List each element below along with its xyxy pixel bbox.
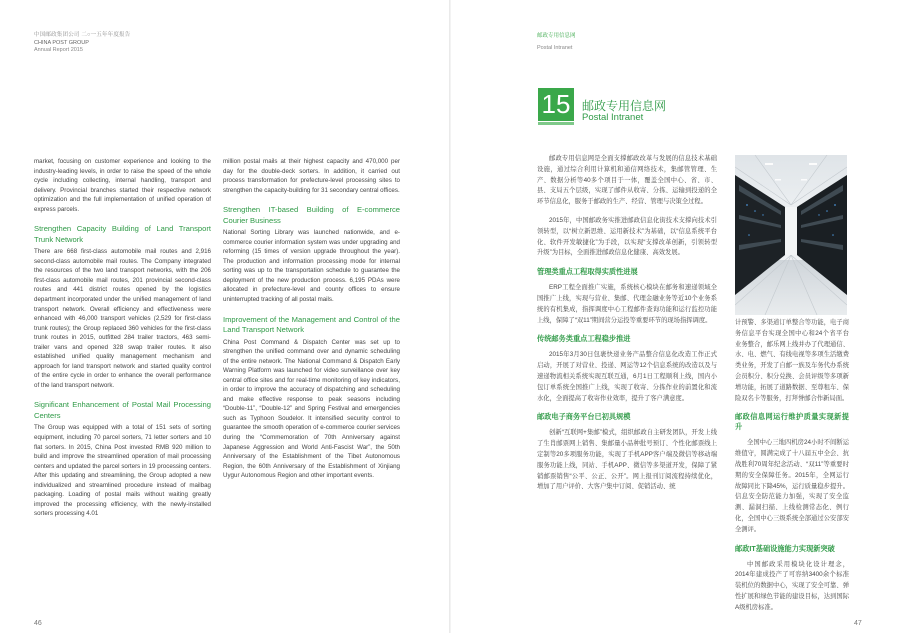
section-badge-accent xyxy=(538,122,574,125)
paragraph: 计预警、多渠道订单整合等功能，电子商务信息平台实现全国中心和24个省平台业务整合，邮乐网上线并办了代理通信、水、电、燃气、有线电视等多项生活缴费类业务，开发了自邮一族及车务代办系统会员积分、积分兑换、会员评级等多项新增功能，拓展了道路数据、至尊租车、保险双名卡等服务，打拜誉邮合作新局面。 xyxy=(735,319,849,402)
paragraph: 邮政专用信息网是全面支撑邮政改革与发展的信息技术基础设施，通过综合利用计算机和通信网络技术，集邮管管理、生产、数据分析等40多个项目于一体，覆盖全国中心、省、市、县、支局五个层级，实现了邮件从收寄、分拣、运输到投递的全环节信息化，服务于邮政的生产、经营、管理与决策全过程。 xyxy=(537,155,717,206)
subheading: Improvement of the Management and Control of the Land Transport Network xyxy=(223,314,400,335)
subheading: 管理类重点工程取得实质性进展 xyxy=(537,267,638,277)
section-number-badge: 15 xyxy=(538,88,574,121)
right-column-1 xyxy=(537,154,717,501)
paragraph: market, focusing on customer experience and looking to the industry-leading levels, in order to raise the speed of the whole cycle including collecting, internal handling, transport and delivery. Provincial branches started their respective network optimization and the full implementation of unified operation of express parcels. xyxy=(34,158,211,213)
subheading: 传统邮务类重点工程稳步推进 xyxy=(537,334,631,344)
paragraph: million postal mails at their highest capacity and 470,000 per day for the double-deck sorters. In addition, it carried out process transformation for prefecture-level processing sites to strengthen the capacity-building for 31 secondary central offices. xyxy=(223,158,400,194)
page-spine xyxy=(449,0,451,633)
subheading: 邮政电子商务平台已初具规模 xyxy=(537,412,631,422)
subheading: 邮政信息网运行维护质量实现新提升 xyxy=(735,412,849,432)
paragraph: 2015年3月30日包裹快递业务产品整合信息化改造工作正式启动，开展了对营业、投递、网运等12个信息系统的改造以及与速递物流相关系统实现互联互通，6月1日工程顺利上线，国内小包订单系统全国推广上线，实现了收寄、分拣作业的前置化和流水化，全面提高了收寄作业效率，提升了客户满意度。 xyxy=(537,351,717,402)
section-header-zh: 邮政专用信息网 xyxy=(537,33,576,39)
paragraph: ERP工程全面推广实施，系统核心模块在邮务和速递领域全国推广上线，实现与营业、集邮、代理金融业务等近10个业务系统的有机集成，指挥调度中心工程邮件查询功能和运行监控功能上线，保障了“双11”期间营分运投等重要环节的现场指挥调度。 xyxy=(537,284,717,324)
paragraph: National Sorting Library was launched nationwide, and e-commerce courier information system was under upgrading and reforming (15 times of version upgrade throughout the year). The production and information processing mode for internal sorting was up to the transportation schedule to guarantee the deployment of the new production process. 6,195 PDAs were allocated in prefecture-level and county offices to ensure uninterrupted tracking of all postal mails. xyxy=(223,229,400,304)
left-column-1 xyxy=(34,157,211,529)
subheading: Strengthen Capacity Building of Land Transport Trunk Network xyxy=(34,224,211,244)
paragraph: There are 668 first-class automobile mail routes and 2,916 second-class automobile mail routes. The Company integrated the resources of the two land transport networks, with the 206 first-class automobile mail routes, 201 provincial second-class routes and 441 district routes opened by the logistics department incorporated under the unified management of land transport network. Overall efficiency and effectiveness were enhanced with 46,000 transport vehicles (2,529 for first-class trunk routes); the Group replaced 360 vehicles for the first-class trunk routes in 2015, outfitted 284 trailer tractors, 463 semi-trailer vans and opened 328 swap trailer routes. It also established unified quality management mechanism and approach for land transport network and started quality control of the entire cycle in order to enhance the overall performance of the land transport network. xyxy=(34,248,211,389)
subheading: 邮政IT基础设施能力实现新突破 xyxy=(735,543,835,553)
paragraph: 中国邮政采用模块化设计理念，2014年建成投产了可容纳3400余个标准装机位的数据中心，实现了安全可靠、弹性扩展和绿色节能的建设目标，达到国际A级机房标准。 xyxy=(735,560,849,611)
paragraph: The Group was equipped with a total of 151 sets of sorting equipment, including 70 parcel sorters, 71 letter sorters and 10 flat sorters. In 2015, China Post invested RMB 920 million to build and improve the streamlined operation of mail processing centers and updated the parcel sorters in 19 processing centers. After this updating and streamlining, the Group adopted a new individualized and streamlined procedure instead of mailbag packaging. Loading of postal mails without waiting greatly improved the processing efficiency, with the newly-installed sorters processing 4.01 xyxy=(34,424,211,518)
right-column-2 xyxy=(735,318,849,622)
paragraph: 全国中心三地四机房24小时不间断运维值守，圆满完成了十八届五中全会、抗战胜利70周年纪念活动、“双11”等重要时期的安全保障任务。2015年，全网运行故障同比下降45%，运行质量稳步提升。信息安全防范能力加强，实现了安全监测、漏洞扫描、上线检测常态化、例行化，全国中心三级系统全部通过公安部安全测评。 xyxy=(735,439,849,533)
subheading: Significant Enhancement of Postal Mail Processing Centers xyxy=(34,400,211,420)
page-number-right: 47 xyxy=(854,620,862,627)
page-number-left: 46 xyxy=(34,620,42,627)
paragraph: 创新“互联网+集邮”模式，组织邮政自主研发团队，开发上线了生肖邮票网上销售、集邮量小品种批号预订、个性化邮票线上定制等20多项服务功能，实现了手机APP客户端及微信等移动端服务功能上线，同站、手机APP、微信等多渠道开发，保障了紧销邮票销售“公平、公正、公开”。网上报刊订阅流程持续优化，增加了用户评价、大客户集中订阅、促销活动、统 xyxy=(537,429,717,491)
section-title-en: Postal Intranet xyxy=(582,112,644,123)
report-header-year: Annual Report 2015 xyxy=(34,47,83,53)
report-header-en: CHINA POST GROUP xyxy=(34,40,89,46)
report-header-zh: 中国邮政集团公司 二○一五年年度报告 xyxy=(34,32,131,38)
subheading: Strengthen IT-based Building of E-commerce Courier Business xyxy=(223,205,400,225)
server-room-photo xyxy=(735,155,847,315)
left-column-2 xyxy=(223,157,400,491)
section-title-zh: 邮政专用信息网 xyxy=(582,99,667,113)
section-header-en: Postal Intranet xyxy=(537,45,573,51)
paragraph: 2015年，中国邮政务实推进邮政信息化街技术支撑向技术引领转型，以“树立新思维、运用新技术”为基础，以“信息系统平台化、软件开发敏捷化”为手段，以实现“支撑改革创新，引领转型升级”为目标，全面推进邮政信息化健康、高效发展。 xyxy=(537,216,717,257)
paragraph: China Post Command & Dispatch Center was set up to strengthen the unified command over and dynamic scheduling of the entire network. The National Command & Dispatch Early Warning Platform was launched for video surveillance over key central office sites and for real-time monitoring of key indicators, in order to improve the accuracy of dispatching and scheduling and make effective response to peak seasons including “Double-11”, “Double-12” and Spring Festival and emergencies such as Typhoon Soudelor. It intensified security control to guarantee the smooth operation of e-commerce courier services during the “Commemoration of 70th Anniversary against Japanese Aggression and World Anti-Fascist War”, the 50th Anniversary of the Establishment of the Tibet Autonomous Region, the 60th Anniversary of the Establishment of Xinjiang Uygur Autonomous Region and other important events. xyxy=(223,338,400,480)
